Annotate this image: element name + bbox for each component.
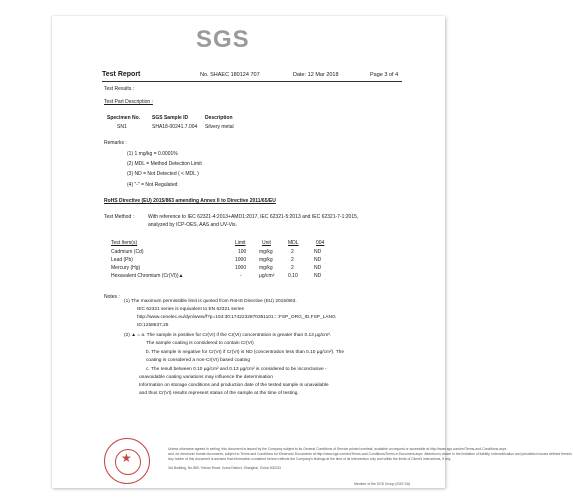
results-header-sample: 004: [316, 240, 325, 246]
remark-item: (4) "-" = Not Regulated: [127, 182, 178, 188]
remark-item: (3) ND = Not Detected ( < MDL ): [127, 171, 199, 177]
results-row-unit: mg/kg: [259, 265, 273, 271]
notes-line: b. The sample is negative for Cr(VI) if Cr(VI) is ND (concentration less than 0.10 μg/cm²). The: [146, 350, 344, 355]
results-row-unit: mg/kg: [259, 257, 273, 263]
results-row-unit: mg/kg: [259, 249, 273, 255]
results-row-result: ND: [314, 273, 322, 279]
results-row-item: Hexavalent Chromium (Cr(VI))▲: [111, 273, 184, 279]
results-row-result: ND: [314, 249, 322, 255]
notes-line: unavoidable coating variations may influence the determination: [139, 375, 273, 380]
notes-line: coating is considered a non-Cr(VI) based coating: [146, 358, 250, 363]
notes-label: Notes :: [104, 294, 120, 300]
sgs-logo: SGS: [196, 26, 250, 53]
results-row-unit: μg/cm²: [259, 273, 275, 279]
footer-terms-line: [168, 452, 573, 456]
notes-line: ID:1258637,25: [137, 323, 169, 328]
results-row-item: Cadmium (Cd): [111, 249, 144, 255]
seal-star-icon: ★: [121, 451, 132, 465]
results-header-unit: Unit: [262, 240, 271, 246]
results-header-limit: Limit: [235, 240, 246, 246]
notes-line: c. The result between 0.10 μg/cm² and 0.13 μg/cm² is considered to be inconclusive -: [146, 367, 327, 372]
test-method-label: Test Method :: [104, 214, 135, 220]
test-method-line: analyzed by ICP-OES, AAS and UV-Vis.: [148, 222, 237, 228]
page-number: Page 3 of 4: [370, 72, 399, 78]
footer-terms-text: and, for electronic format documents, subject to Terms and Conditions for Electronic Documents at http://www.sgs.com/en/Terms-and-Conditions/Terms-e-Document.aspx. Attention is drawn to the limitation of liability, indemnification and jurisdiction issues defined therein.: [168, 452, 573, 456]
notes-line: The sample coating is considered to contain Cr(VI): [146, 341, 254, 346]
results-row-result: ND: [314, 257, 322, 263]
notes-line: and thus Cr(VI) results represent status of the sample at the time of testing.: [139, 391, 299, 396]
results-row-mdl: 0.10: [288, 273, 298, 279]
specimen-header-no: Specimen No.: [107, 115, 141, 121]
footer-terms-text: Any holder of this document is advised that information contained hereon reflects the Company's findings at the time of its intervention only and within the limits of Client's instructions, if any.: [168, 457, 451, 461]
remark-item: (2) MDL = Method Detection Limit: [127, 161, 202, 167]
specimen-description: Silvery metal: [205, 124, 234, 130]
notes-line: (1) The maximum permissible limit is quoted from RoHS Directive (EU) 2015/863.: [124, 299, 297, 304]
results-row-item: Lead (Pb): [111, 257, 133, 263]
specimen-no: SN1: [117, 124, 127, 130]
notes-line: IEC 62321 series is equivalent to EN 62321 series: [137, 307, 244, 312]
footer-terms-line: [168, 447, 507, 451]
results-row-mdl: 2: [291, 257, 294, 263]
test-method-line: With reference to IEC 62321-4:2013+AMD1:2017, IEC 62321-5:2013 and IEC 62321-7-1:2015,: [148, 214, 359, 220]
results-row-item: Mercury (Hg): [111, 265, 141, 271]
footer-member: Member of the SGS Group (SGS SA): [354, 482, 411, 486]
rohs-heading: RoHS Directive (EU) 2015/863 amending Annex II to Directive 2011/65/EU: [104, 198, 276, 204]
results-header-mdl: MDL: [288, 240, 299, 246]
specimen-header-id: SGS Sample ID: [152, 115, 189, 121]
header-divider: [102, 81, 402, 82]
report-number: No. SHAEC 180124 707: [200, 72, 260, 78]
footer-address: [168, 466, 281, 470]
results-row-mdl: 2: [291, 265, 294, 271]
specimen-sample-id: SHA18-00241.7.004: [152, 124, 198, 130]
specimen-header-description: Description: [205, 115, 233, 121]
results-row-limit: 1000: [235, 265, 247, 271]
company-seal: [104, 438, 150, 484]
page-title: Test Report: [102, 71, 141, 78]
notes-line: (2) ▲ = a. The sample is positive for Cr(VI) if the Cr(VI) concentration is greater than 0.13 μg/cm².: [124, 333, 332, 338]
report-date: Date: 12 Mar 2018: [293, 72, 339, 78]
results-row-mdl: 2: [291, 249, 294, 255]
notes-line: Information on storage conditions and production date of the tested sample is unavailable: [139, 383, 329, 388]
results-row-limit: 1000: [235, 257, 247, 263]
results-header-item: Test Item(s): [111, 240, 138, 246]
footer-address-text: 3rd Building, No.889, Yishan Road, Xuhui District, Shanghai, China 200233: [168, 466, 281, 470]
test-results-label: Test Results :: [104, 86, 135, 92]
results-row-limit: -: [240, 273, 242, 279]
results-row-result: ND: [314, 265, 322, 271]
results-row-limit: 100: [238, 249, 247, 255]
remarks-label: Remarks :: [104, 140, 127, 146]
footer-terms-line: [168, 457, 451, 461]
notes-line: http://www.cenelec.eu/dyn/www/f?p=104:30:1742232870351101::::FSP_ORG_ID,FSP_LANG: [137, 315, 336, 320]
test-part-description-label: Test Part Description :: [104, 99, 153, 105]
footer-terms-text: Unless otherwise agreed in writing, this document is issued by the Company subject to its General Conditions of Service printed overleaf, available on request or accessible at http://www.sgs.com/en/Terms-and-Conditions.aspx: [168, 447, 507, 451]
remark-item: (1) 1 mg/kg = 0.0001%: [127, 151, 178, 157]
